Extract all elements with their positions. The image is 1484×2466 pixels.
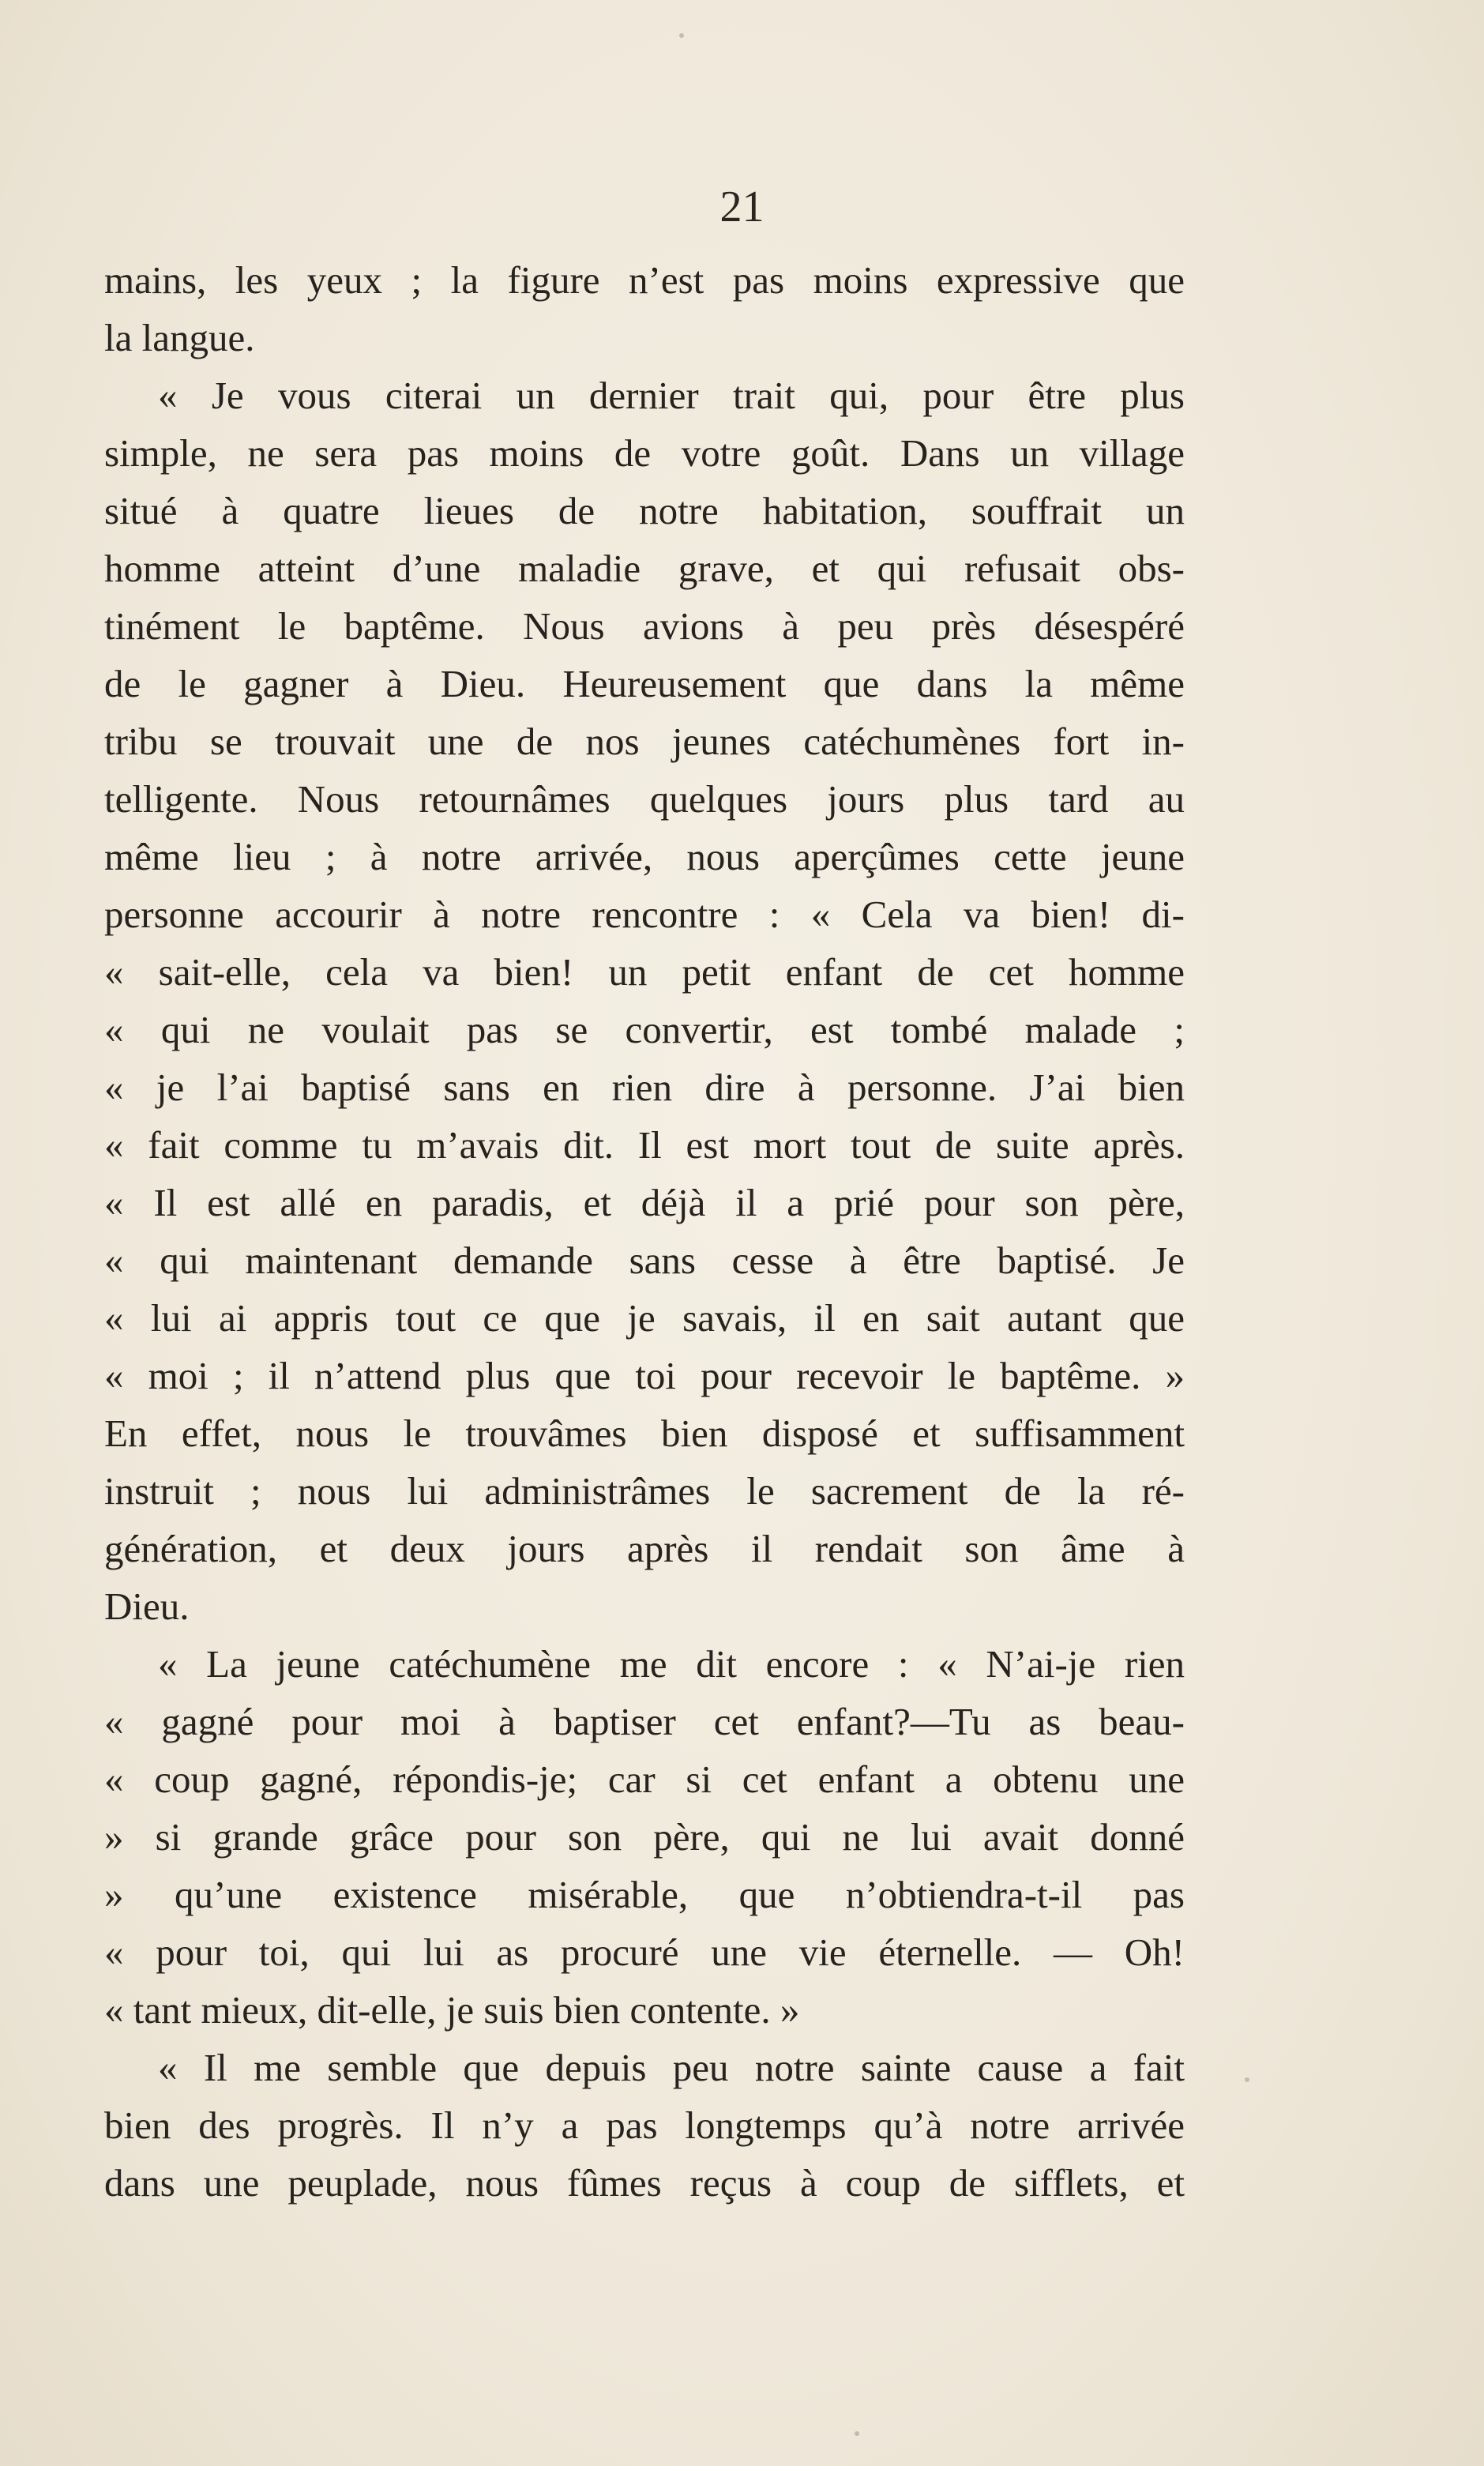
text-line: personne accourir à notre rencontre : « Cela va bien! di-	[104, 893, 1185, 936]
text-line: mains, les yeux ; la figure n’est pas moins expressive que	[104, 258, 1185, 302]
text-line: génération, et deux jours après il rendait son âme à	[104, 1527, 1185, 1570]
text-line: « Il me semble que depuis peu notre sainte cause a fait	[158, 2046, 1185, 2089]
text-line: « sait-elle, cela va bien! un petit enfant de cet homme	[104, 950, 1185, 994]
text-line: « moi ; il n’attend plus que toi pour recevoir le baptême. »	[104, 1354, 1185, 1397]
text-line: bien des progrès. Il n’y a pas longtemps qu’à notre arrivée	[104, 2103, 1185, 2147]
text-line: « tant mieux, dit-elle, je suis bien contente. »	[104, 1988, 800, 2032]
paper-speck	[1245, 2077, 1249, 2082]
text-line: « lui ai appris tout ce que je savais, il en sait autant que	[104, 1296, 1185, 1340]
text-line: dans une peuplade, nous fûmes reçus à coup de sifflets, et	[104, 2161, 1185, 2205]
text-line: « Il est allé en paradis, et déjà il a prié pour son père,	[104, 1181, 1185, 1224]
text-line: tinément le baptême. Nous avions à peu près désespéré	[104, 604, 1185, 648]
text-line: « fait comme tu m’avais dit. Il est mort tout de suite après.	[104, 1123, 1185, 1167]
text-line: « gagné pour moi à baptiser cet enfant?—Tu as beau-	[104, 1700, 1185, 1743]
paper-speck	[679, 33, 684, 38]
text-line: de le gagner à Dieu. Heureusement que dans la même	[104, 662, 1185, 705]
text-line: » si grande grâce pour son père, qui ne lui avait donné	[104, 1815, 1185, 1859]
page-number: 21	[719, 182, 765, 231]
text-line: « qui ne voulait pas se convertir, est tombé malade ;	[104, 1008, 1185, 1051]
text-line: « Je vous citerai un dernier trait qui, pour être plus	[158, 374, 1185, 417]
text-line: telligente. Nous retournâmes quelques jours plus tard au	[104, 777, 1185, 821]
body-text	[104, 251, 1185, 2212]
text-line: » qu’une existence misérable, que n’obtiendra-t-il pas	[104, 1873, 1185, 1916]
text-line: la langue.	[104, 316, 255, 359]
text-line: « coup gagné, répondis-je; car si cet enfant a obtenu une	[104, 1757, 1185, 1801]
text-line: instruit ; nous lui administrâmes le sacrement de la ré-	[104, 1469, 1185, 1513]
text-line: « je l’ai baptisé sans en rien dire à personne. J’ai bien	[104, 1066, 1185, 1109]
text-line: tribu se trouvait une de nos jeunes catéchumènes fort in-	[104, 720, 1185, 763]
text-line: « pour toi, qui lui as procuré une vie éternelle. — Oh!	[104, 1930, 1185, 1974]
paper-speck	[855, 2431, 859, 2436]
text-line: « qui maintenant demande sans cesse à être baptisé. Je	[104, 1239, 1185, 1282]
text-line: simple, ne sera pas moins de votre goût. Dans un village	[104, 431, 1185, 475]
text-line: homme atteint d’une maladie grave, et qui refusait obs-	[104, 547, 1185, 590]
text-line: situé à quatre lieues de notre habitation, souffrait un	[104, 489, 1185, 532]
text-line: « La jeune catéchumène me dit encore : « N’ai-je rien	[158, 1642, 1185, 1686]
text-line: En effet, nous le trouvâmes bien disposé et suffisamment	[104, 1412, 1185, 1455]
text-line: Dieu.	[104, 1584, 190, 1628]
text-line: même lieu ; à notre arrivée, nous aperçûmes cette jeune	[104, 835, 1185, 878]
